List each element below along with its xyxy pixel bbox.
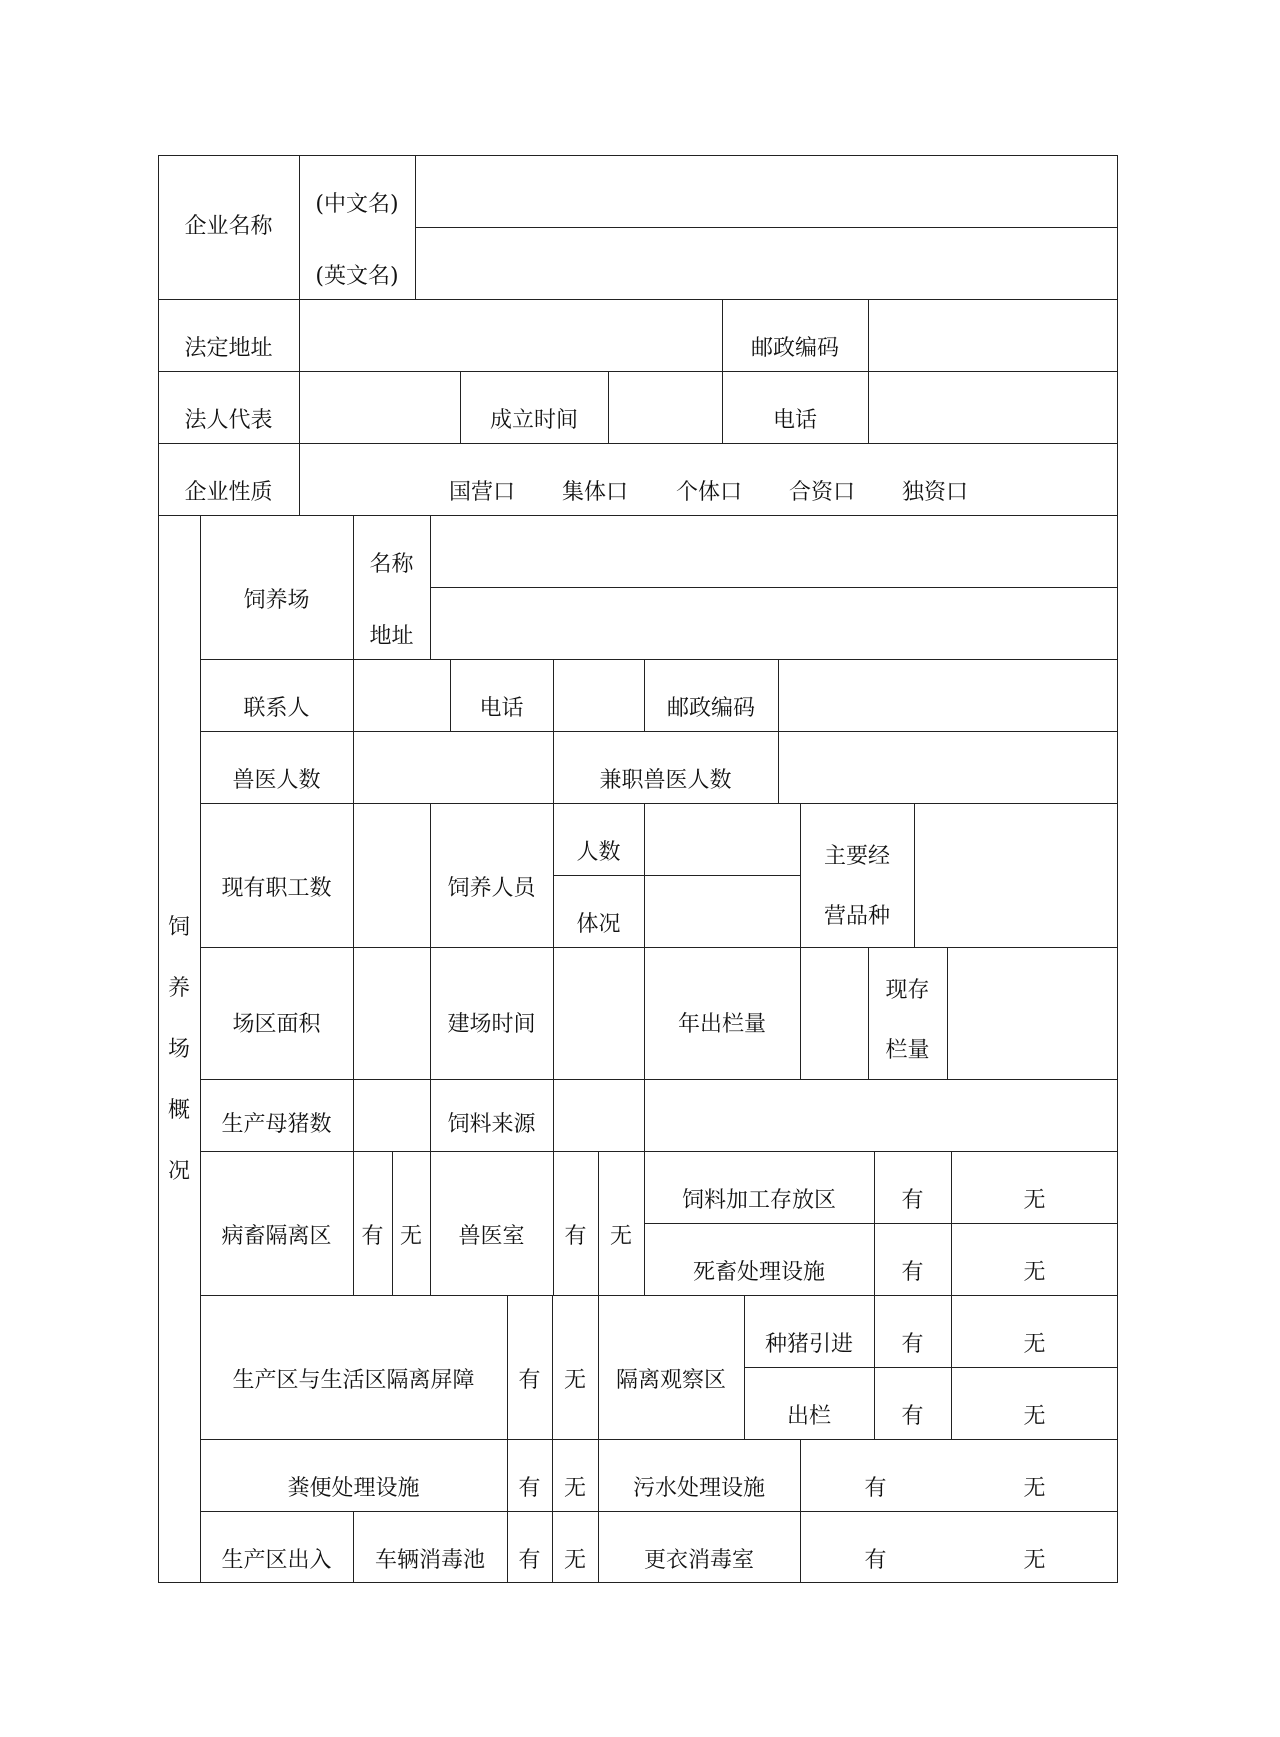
sewage-yes[interactable]: 有 <box>864 1476 887 1501</box>
current-stock-line1: 现存 <box>885 978 930 1003</box>
barrier-no[interactable]: 无 <box>563 1368 586 1393</box>
contact-label: 联系人 <box>243 696 310 721</box>
outgoing-label: 出栏 <box>786 1404 831 1429</box>
parttime-vet-label: 兼职兽医人数 <box>599 768 732 793</box>
postal-code-field[interactable] <box>868 299 1118 371</box>
sows-field[interactable] <box>353 1079 430 1151</box>
grid-line <box>158 443 1118 444</box>
legal-address-field[interactable] <box>299 299 722 371</box>
feed-source-label: 饲料来源 <box>447 1112 536 1137</box>
changing-room-label: 更衣消毒室 <box>643 1548 754 1573</box>
vehicle-disinfect-label: 车辆消毒池 <box>374 1548 485 1573</box>
legal-rep-label: 法人代表 <box>184 408 273 433</box>
feed-processing-no[interactable]: 无 <box>1023 1188 1046 1213</box>
feed-processing-label: 饲料加工存放区 <box>681 1188 836 1213</box>
vet-count-field[interactable] <box>353 731 553 803</box>
farm-postal-code-field[interactable] <box>778 659 1118 731</box>
sows-label: 生产母猪数 <box>221 1112 332 1137</box>
vet-count-label: 兽医人数 <box>232 768 321 793</box>
main-breeds-line1: 主要经 <box>823 844 890 869</box>
barrier-yes[interactable]: 有 <box>518 1368 541 1393</box>
entrance-label: 生产区出入 <box>221 1548 332 1573</box>
english-name-label: (英文名) <box>315 264 399 289</box>
nature-option-joint-venture[interactable]: 合资口 <box>788 480 855 505</box>
phone-label: 电话 <box>772 408 817 433</box>
parttime-vet-field[interactable] <box>778 731 1118 803</box>
nature-option-sole-proprietor[interactable]: 独资口 <box>901 480 968 505</box>
headcount-label: 人数 <box>576 840 621 865</box>
health-label: 体况 <box>576 912 621 937</box>
current-stock-field[interactable] <box>947 947 1118 1079</box>
sick-isolation-yes[interactable]: 有 <box>361 1224 384 1249</box>
main-breeds-field[interactable] <box>914 803 1118 947</box>
farm-address-field[interactable] <box>430 587 1118 659</box>
farm-name-field[interactable] <box>430 515 1118 587</box>
staff-count-label: 现有职工数 <box>221 876 332 901</box>
vertical-title-char: 养 <box>167 975 190 1001</box>
legal-rep-field[interactable] <box>299 371 460 443</box>
vehicle-disinfect-yes[interactable]: 有 <box>518 1548 541 1573</box>
vertical-title-char: 概 <box>167 1097 190 1123</box>
built-time-field[interactable] <box>553 947 644 1079</box>
breeding-pig-yes[interactable]: 有 <box>901 1332 924 1357</box>
sick-isolation-no[interactable]: 无 <box>399 1224 422 1249</box>
sick-isolation-label: 病畜隔离区 <box>221 1224 332 1249</box>
built-time-label: 建场时间 <box>447 1012 536 1037</box>
outgoing-yes[interactable]: 有 <box>901 1404 924 1429</box>
sewage-no[interactable]: 无 <box>1023 1476 1046 1501</box>
postal-code-label: 邮政编码 <box>750 336 839 361</box>
breeding-pig-no[interactable]: 无 <box>1023 1332 1046 1357</box>
established-label: 成立时间 <box>489 408 578 433</box>
nature-option-individual[interactable]: 个体口 <box>675 480 742 505</box>
english-name-field[interactable] <box>415 227 1118 299</box>
feed-source-field[interactable] <box>553 1079 1118 1151</box>
enterprise-name-label: 企业名称 <box>184 214 273 239</box>
manure-label: 粪便处理设施 <box>287 1476 420 1501</box>
enterprise-nature-label: 企业性质 <box>184 480 273 505</box>
current-stock-line2: 栏量 <box>885 1038 930 1063</box>
feed-processing-yes[interactable]: 有 <box>901 1188 924 1213</box>
vet-room-label: 兽医室 <box>458 1224 525 1249</box>
area-field[interactable] <box>353 947 430 1079</box>
nature-option-state-owned[interactable]: 国营口 <box>448 480 515 505</box>
breeding-pig-label: 种猪引进 <box>764 1332 853 1357</box>
farm-address-label: 地址 <box>369 624 414 649</box>
farm-phone-label: 电话 <box>479 696 524 721</box>
annual-output-field[interactable] <box>800 947 868 1079</box>
farm-overview-vertical-title <box>158 515 200 1583</box>
vertical-title-char: 况 <box>167 1158 190 1184</box>
farm-label: 饲养场 <box>243 588 310 613</box>
carcass-yes[interactable]: 有 <box>901 1260 924 1285</box>
vertical-title-char: 场 <box>167 1036 190 1062</box>
outgoing-no[interactable]: 无 <box>1023 1404 1046 1429</box>
area-label: 场区面积 <box>232 1012 321 1037</box>
annual-output-label: 年出栏量 <box>677 1012 766 1037</box>
breeders-label: 饲养人员 <box>447 876 536 901</box>
vet-room-yes[interactable]: 有 <box>564 1224 587 1249</box>
headcount-field[interactable] <box>644 803 800 875</box>
established-field[interactable] <box>608 371 722 443</box>
changing-room-no[interactable]: 无 <box>1023 1548 1046 1573</box>
phone-field[interactable] <box>868 371 1118 443</box>
staff-count-field[interactable] <box>353 803 430 947</box>
contact-field[interactable] <box>353 659 450 731</box>
changing-room-yes[interactable]: 有 <box>864 1548 887 1573</box>
farm-postal-code-label: 邮政编码 <box>666 696 755 721</box>
carcass-no[interactable]: 无 <box>1023 1260 1046 1285</box>
sewage-label: 污水处理设施 <box>632 1476 765 1501</box>
main-breeds-line2: 营品种 <box>823 904 890 929</box>
legal-address-label: 法定地址 <box>184 336 273 361</box>
manure-yes[interactable]: 有 <box>518 1476 541 1501</box>
barrier-label: 生产区与生活区隔离屏障 <box>232 1368 475 1393</box>
current-stock-label <box>868 955 947 1087</box>
carcass-label: 死畜处理设施 <box>692 1260 825 1285</box>
chinese-name-field[interactable] <box>415 155 1118 227</box>
vet-room-no[interactable]: 无 <box>609 1224 632 1249</box>
observation-area-label: 隔离观察区 <box>615 1368 726 1393</box>
nature-option-collective[interactable]: 集体口 <box>561 480 628 505</box>
health-field[interactable] <box>644 875 800 947</box>
vehicle-disinfect-no[interactable]: 无 <box>563 1548 586 1573</box>
main-breeds-label <box>800 815 914 959</box>
farm-name-label: 名称 <box>369 552 414 577</box>
manure-no[interactable]: 无 <box>563 1476 586 1501</box>
farm-phone-field[interactable] <box>553 659 644 731</box>
vertical-title-char: 饲 <box>167 914 190 940</box>
chinese-name-label: (中文名) <box>315 192 399 217</box>
